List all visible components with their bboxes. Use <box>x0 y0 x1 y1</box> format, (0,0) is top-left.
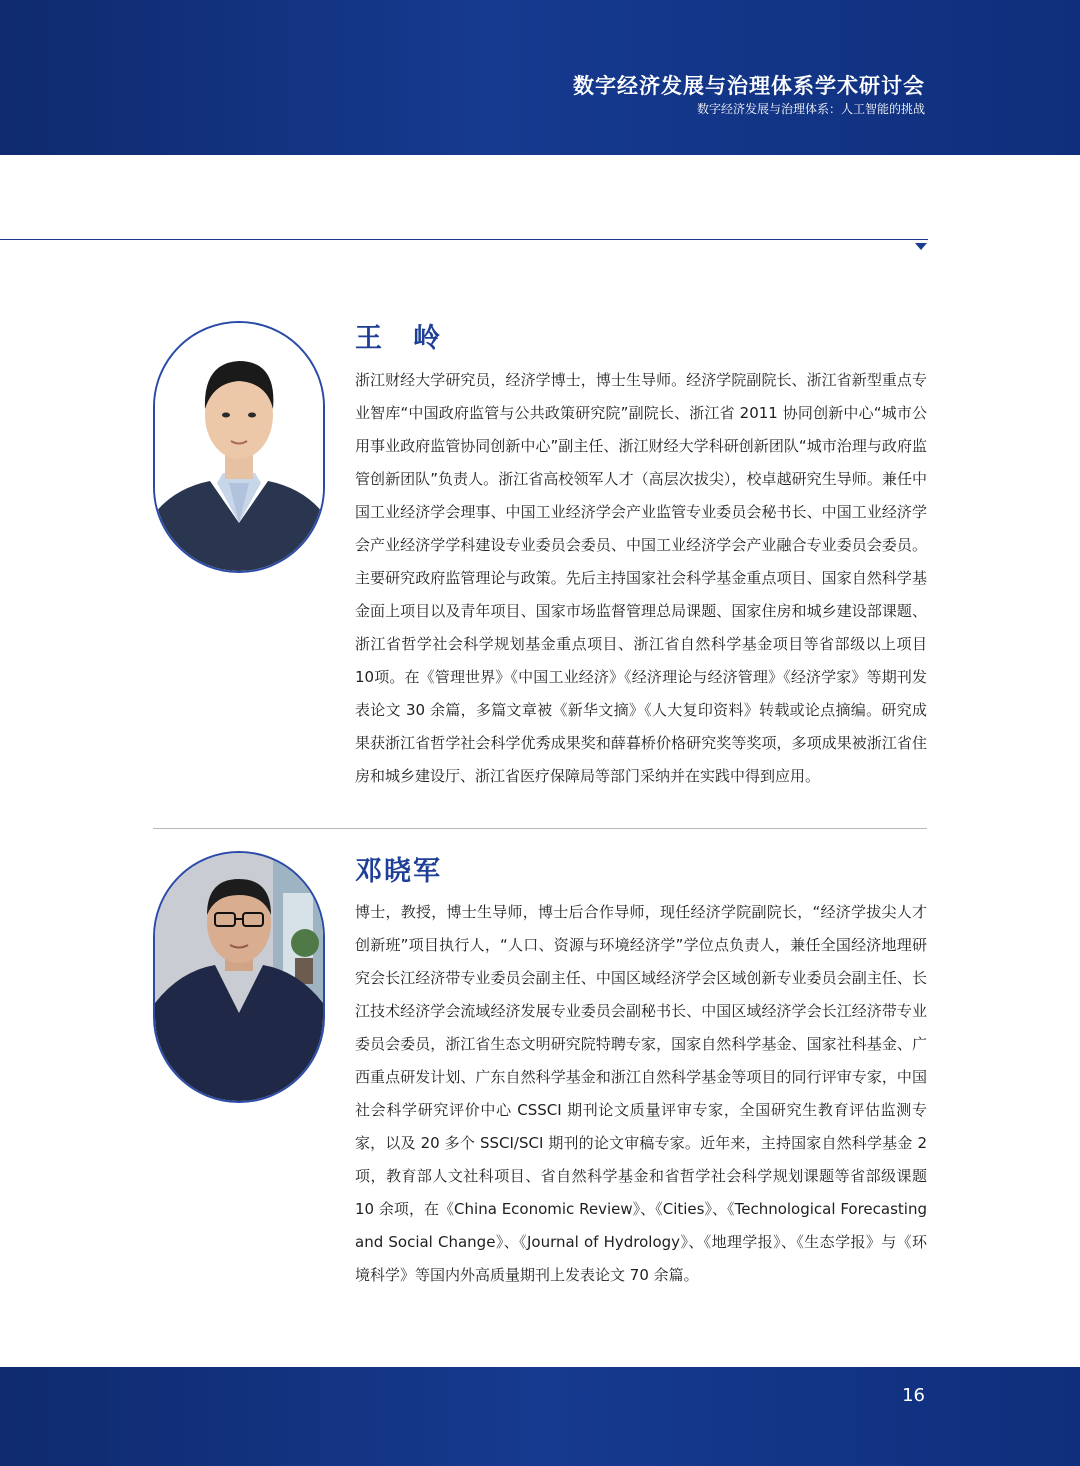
header-banner <box>0 0 1080 155</box>
conference-title: 数字经济发展与治理体系学术研讨会 <box>573 74 925 98</box>
profile-divider <box>153 828 927 829</box>
profile-bio: 浙江财经大学研究员，经济学博士，博士生导师。经济学院副院长、浙江省新型重点专业智库“中国政府监管与公共政策研究院”副院长、浙江省 2011 协同创新中心“城市公用事业政府监管协同创新中心”副主任、浙江财经大学科研创新团队“城市治理与政府监管创新团队”负责人。浙江省高校领军人才（高层次拔尖），校卓越研究生导师。兼任中国工业经济学会理事、中国工业经济学会产业监管专业委员会秘书长、中国工业经济学会产业经济学学科建设专业委员会委员、中国工业经济学会产业融合专业委员会委员。主要研究政府监管理论与政策。先后主持国家社会科学基金重点项目、国家自然科学基金面上项目以及青年项目、国家市场监督管理总局课题、国家住房和城乡建设部课题、浙江省哲学社会科学规划基金重点项目、浙江省自然科学基金项目等省部级以上项目10项。在《管理世界》《中国工业经济》《经济理论与经济管理》《经济学家》等期刊发表论文 30 余篇，多篇文章被《新华文摘》《人大复印资料》转载或论点摘编。研究成果获浙江省哲学社会科学优秀成果奖和薛暮桥价格研究奖等奖项，多项成果被浙江省住房和城乡建设厅、浙江省医疗保障局等部门采纳并在实践中得到应用。 <box>355 371 927 785</box>
profile-name: 邓晓军 <box>355 856 442 887</box>
section-divider <box>0 239 928 240</box>
profile-photo-deng-xiaojun <box>153 851 325 1103</box>
page-number: 16 <box>902 1385 925 1406</box>
conference-subtitle: 数字经济发展与治理体系：人工智能的挑战 <box>696 102 925 116</box>
profile-bio: 博士，教授，博士生导师，博士后合作导师，现任经济学院副院长，“经济学拔尖人才创新班”项目执行人，“人口、资源与环境经济学”学位点负责人，兼任全国经济地理研究会长江经济带专业委员会副主任、中国区域经济学会区域创新专业委员会副主任、长江技术经济学会流域经济发展专业委员会副秘书长、中国区域经济学会长江经济带专业委员会委员，浙江省生态文明研究院特聘专家，国家自然科学基金、国家社科基金、广西重点研发计划、广东自然科学基金和浙江自然科学基金等项目的同行评审专家，中国社会科学研究评价中心 CSSCI 期刊论文质量评审专家，全国研究生教育评估监测专家，以及 20 多个 SSCI/SCI 期刊的论文审稿专家。近年来，主持国家自然科学基金 2 项，教育部人文社科项目、省自然科学基金和省哲学社会科学规划课题等省部级课题 10 余项，在《China Economic Review》、《Cities》、《Technological Forecasting and Social Change》、《Journal of Hydrology》、《地理学报》、《生态学报》与《环境科学》等国内外高质量期刊上发表论文 70 余篇。 <box>355 903 927 1284</box>
profile-name: 王 岭 <box>355 323 442 354</box>
triangle-marker-icon <box>915 243 927 250</box>
profile-photo-wang-ling <box>153 321 325 573</box>
footer-banner <box>0 1367 1080 1466</box>
